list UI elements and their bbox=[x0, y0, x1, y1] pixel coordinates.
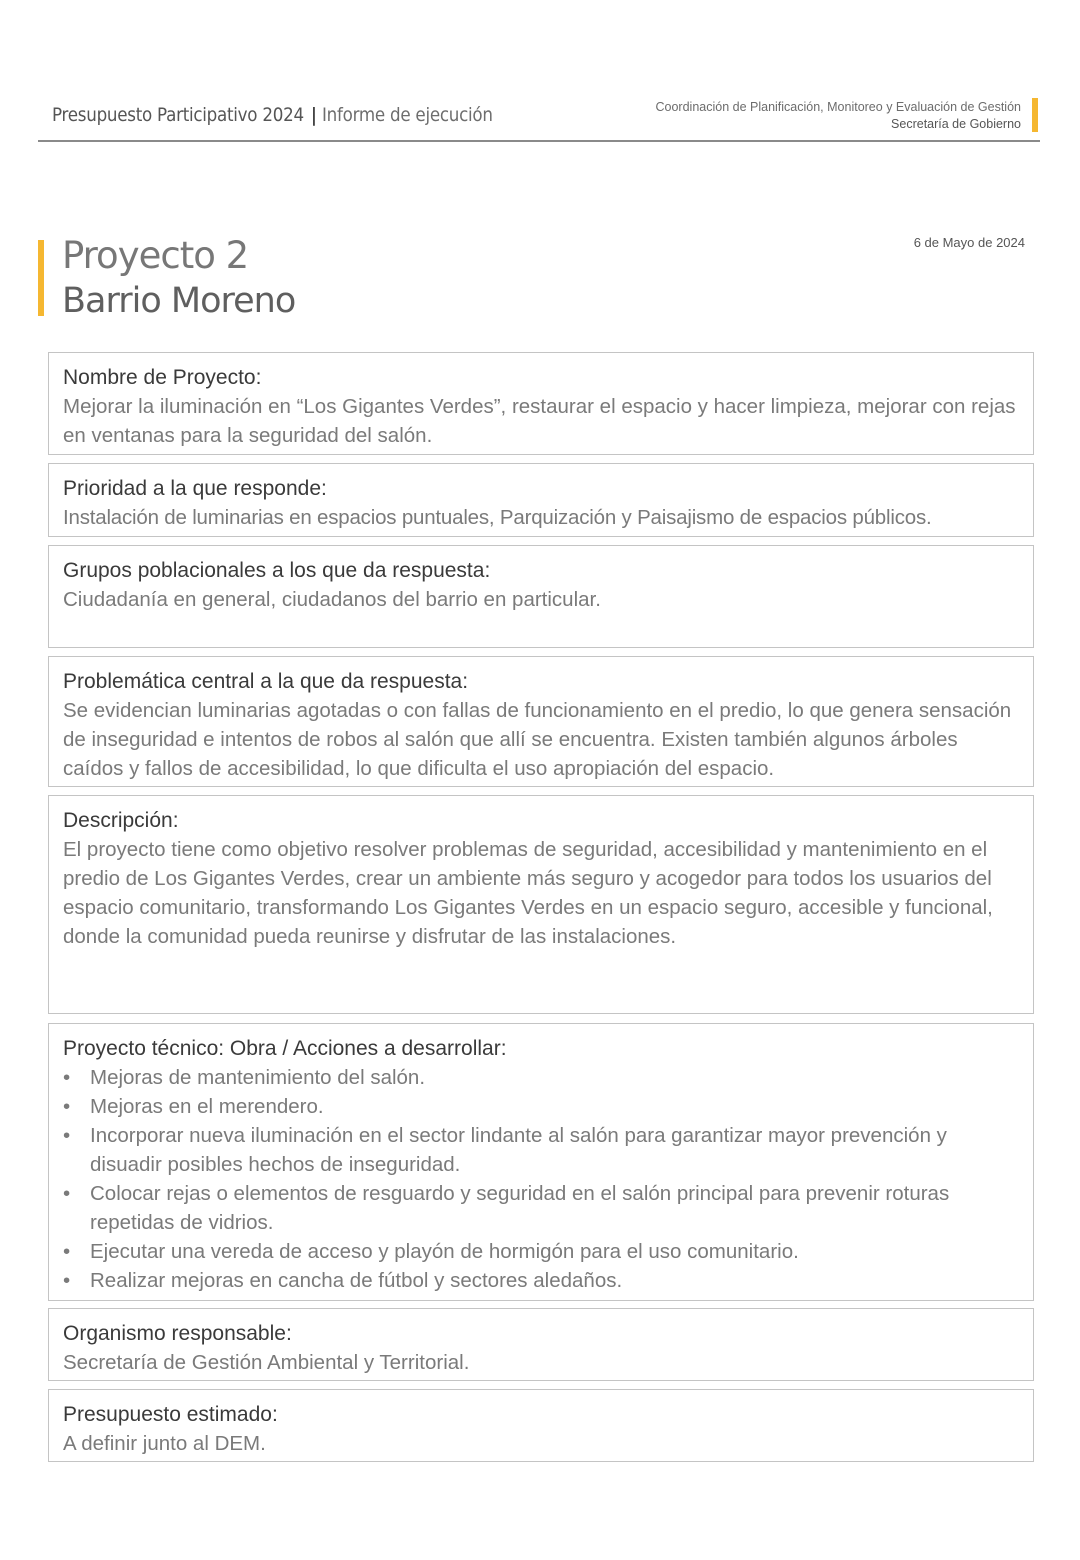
section-label: Descripción: bbox=[63, 809, 179, 832]
list-item: • Realizar mejoras en cancha de fútbol y sectores aledaños. bbox=[63, 1266, 1019, 1295]
section-label: Prioridad a la que responde: bbox=[63, 477, 327, 500]
section-value: Mejorar la iluminación en “Los Gigantes Verdes”, restaurar el espacio y hacer limpieza, mejorar con rejas en ventanas para la seguridad del salón. bbox=[63, 395, 1016, 447]
section-label: Nombre de Proyecto: bbox=[63, 366, 262, 389]
section-value: Se evidencian luminarias agotadas o con fallas de funcionamiento en el predio, lo que genera sensación de inseguridad e intentos de robos al salón que allí se encuentra. Existen también algunos árboles caídos y fallos de accesibilidad, lo que dificulta el uso apropiación del espacio. bbox=[63, 699, 1012, 780]
list-item: • Mejoras en el merendero. bbox=[63, 1092, 1019, 1121]
section-value: El proyecto tiene como objetivo resolver problemas de seguridad, accesibilidad y mantenimiento en el predio de Los Gigantes Verdes, crear un ambiente más seguro y acogedor para todos los usuarios del espacio comunitario, transformando Los Gigantes Verdes en un espacio seguro, accesible y funcional, donde la comunidad pueda reunirse y disfrutar de las instalaciones. bbox=[63, 838, 993, 948]
section-problematica bbox=[48, 656, 1034, 787]
section-value: Secretaría de Gestión Ambiental y Territorial. bbox=[63, 1351, 470, 1374]
organization-block bbox=[656, 99, 1022, 133]
list-item: • Colocar rejas o elementos de resguardo y seguridad en el salón principal para prevenir roturas repetidas de vidrios. bbox=[63, 1179, 1019, 1237]
section-proyecto-tecnico bbox=[48, 1023, 1034, 1301]
section-label: Presupuesto estimado: bbox=[63, 1403, 278, 1426]
section-grupos bbox=[48, 545, 1034, 648]
header-divider bbox=[38, 140, 1040, 142]
secretariat-name: Secretaría de Gobierno bbox=[891, 117, 1021, 131]
organization-name: Coordinación de Planificación, Monitoreo y Evaluación de Gestión bbox=[655, 100, 1021, 114]
report-date: 6 de Mayo de 2024 bbox=[913, 235, 1025, 250]
header-separator: | bbox=[310, 104, 317, 126]
project-number: Proyecto 2 bbox=[62, 234, 249, 277]
list-item: • Incorporar nueva iluminación en el sector lindante al salón para garantizar mayor prevención y disuadir posibles hechos de inseguridad. bbox=[63, 1121, 1019, 1179]
section-label: Grupos poblacionales a los que da respuesta: bbox=[63, 559, 491, 582]
report-title: Presupuesto Participativo 2024 bbox=[52, 104, 304, 126]
actions-list bbox=[63, 1063, 1019, 1295]
section-label: Proyecto técnico: Obra / Acciones a desarrollar: bbox=[63, 1037, 507, 1060]
section-organismo bbox=[48, 1308, 1034, 1381]
report-subtitle: Informe de ejecución bbox=[321, 104, 493, 126]
report-header-title bbox=[52, 104, 493, 126]
section-presupuesto bbox=[48, 1389, 1034, 1462]
project-name: Barrio Moreno bbox=[62, 281, 296, 321]
list-item: • Ejecutar una vereda de acceso y playón de hormigón para el uso comunitario. bbox=[63, 1237, 1019, 1266]
section-value: Ciudadanía en general, ciudadanos del barrio en particular. bbox=[63, 588, 601, 611]
section-prioridad bbox=[48, 463, 1034, 537]
section-descripcion bbox=[48, 795, 1034, 1014]
section-value: A definir junto al DEM. bbox=[63, 1432, 266, 1455]
section-value: Instalación de luminarias en espacios puntuales, Parquización y Paisajismo de espacios públicos. bbox=[63, 506, 932, 529]
list-item: • Mejoras de mantenimiento del salón. bbox=[63, 1063, 1019, 1092]
section-label: Problemática central a la que da respuesta: bbox=[63, 670, 469, 693]
project-accent-bar bbox=[38, 240, 44, 316]
header-accent-bar bbox=[1032, 98, 1038, 132]
section-nombre bbox=[48, 352, 1034, 455]
section-label: Organismo responsable: bbox=[63, 1322, 292, 1345]
